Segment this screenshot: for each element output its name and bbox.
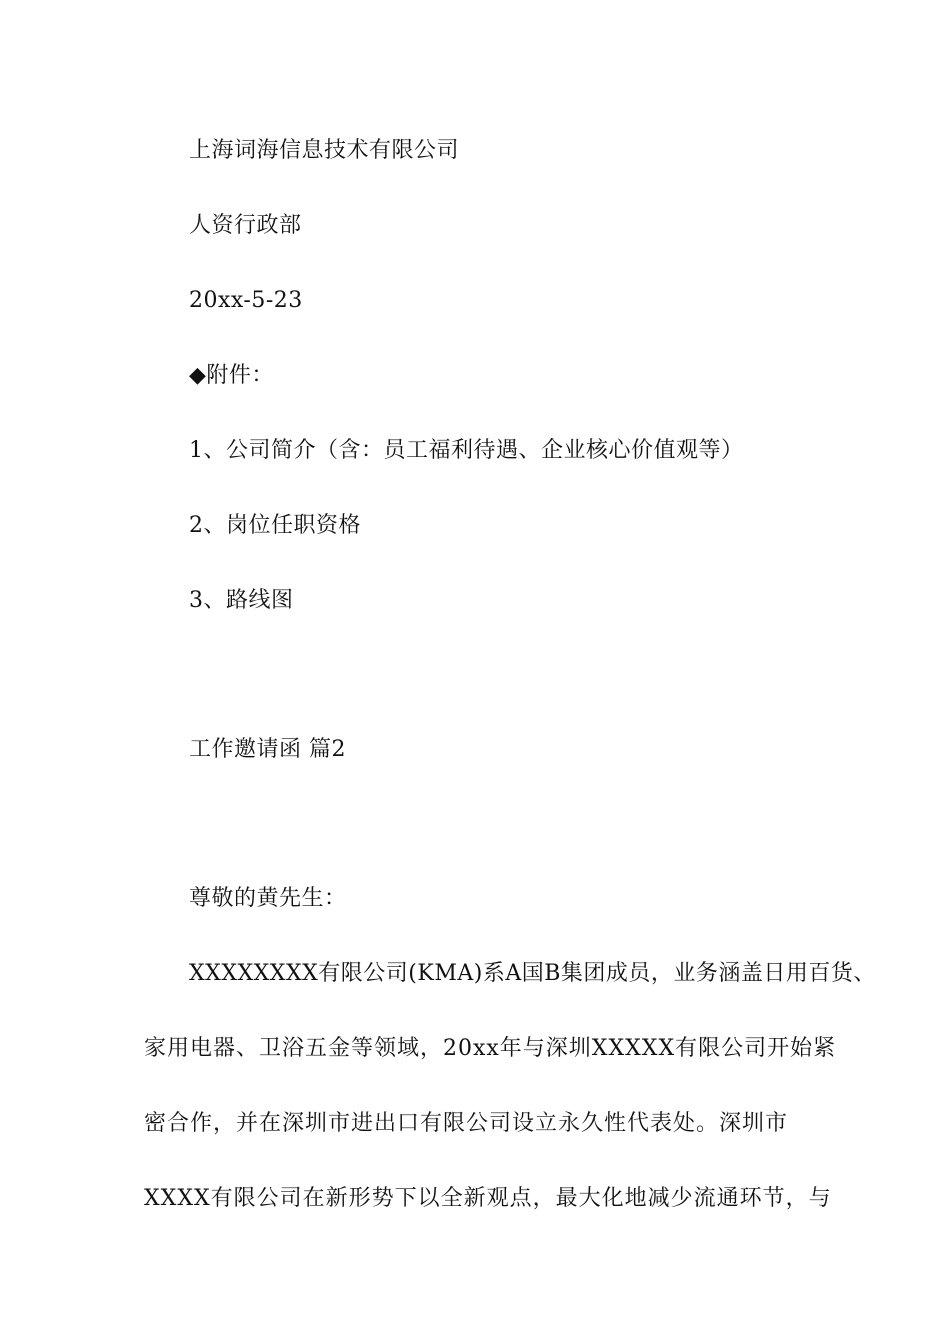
paragraph-line: XXXX有限公司在新形势下以全新观点，最大化地减少流通环节，与 <box>144 1186 832 1211</box>
signature-date: 20xx-5-23 <box>189 288 303 313</box>
paragraph-line: 家用电器、卫浴五金等领域，20xx年与深圳XXXXX有限公司开始紧 <box>144 1036 837 1061</box>
attachment-item: 1、公司简介（含：员工福利待遇、企业核心价值观等） <box>189 438 744 463</box>
attachments-heading: ◆附件： <box>189 363 274 388</box>
department-name: 人资行政部 <box>189 213 302 238</box>
salutation: 尊敬的黄先生： <box>189 886 347 911</box>
attachment-item: 3、路线图 <box>189 588 294 613</box>
section-title: 工作邀请函 篇2 <box>189 737 346 762</box>
paragraph-line: XXXXXXXX有限公司(KMA)系A国B集团成员，业务涵盖日用百货、 <box>189 961 876 986</box>
attachment-item: 2、岗位任职资格 <box>189 513 361 538</box>
paragraph-line: 密合作，并在深圳市进出口有限公司设立永久性代表处。深圳市 <box>144 1111 789 1136</box>
company-name: 上海词海信息技术有限公司 <box>189 138 460 163</box>
